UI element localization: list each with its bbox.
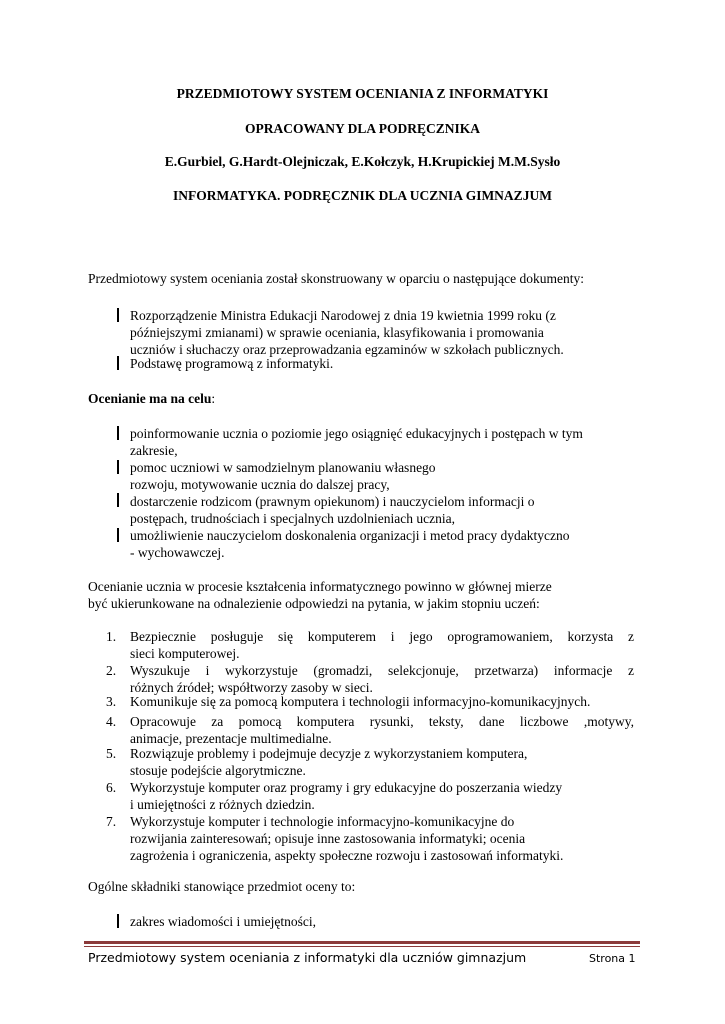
list-item-line: Opracowuje za pomocą komputera rysunki, teksty, dane liczbowe ,motywy, [130, 714, 634, 729]
goals-heading-colon: : [211, 391, 216, 406]
paragraph-line: być ukierunkowane na odnalezienie odpowiedzi na pytania, w jakim stopniu uczeń: [88, 596, 540, 611]
list-item-line: zakres wiadomości i umiejętności, [130, 914, 316, 929]
list-item-line: sieci komputerowej. [130, 646, 240, 661]
list-item-line: Podstawę programową z informatyki. [130, 356, 334, 371]
list-item-line: i umiejętności z różnych dziedzin. [130, 797, 315, 812]
list-item-line: Rozporządzenie Ministra Edukacji Narodowej z dnia 19 kwietnia 1999 roku (z [130, 308, 556, 323]
list-number: 1. [106, 629, 117, 644]
document-book-title: INFORMATYKA. PODRĘCZNIK DLA UCZNIA GIMNAZJUM [173, 188, 552, 203]
list-item-line: Komunikuje się za pomocą komputera i technologii informacyjno-komunikacyjnych. [130, 694, 591, 709]
goals-heading-line [88, 390, 215, 407]
list-item-line: zagrożenia i ograniczenia, aspekty społeczne rozwoju i zastosowań informatyki. [130, 848, 564, 863]
list-item-line: dostarczenie rodzicom (prawnym opiekunom) i nauczycielom informacji o [130, 494, 535, 509]
list-number: 5. [106, 746, 117, 761]
list-number: 3. [106, 694, 117, 709]
bullet-marker [117, 356, 119, 370]
bullet-marker [117, 460, 119, 474]
list-number: 2. [106, 663, 117, 678]
list-item-line: pomoc uczniowi w samodzielnym planowaniu własnego [130, 460, 436, 475]
list-item-line: postępach, trudnościach i specjalnych uzdolnieniach ucznia, [130, 511, 456, 526]
list-number: 6. [106, 780, 117, 795]
document-subtitle: OPRACOWANY DLA PODRĘCZNIKA [244, 121, 480, 136]
bullet-marker [117, 426, 119, 440]
list-item-line: umożliwienie nauczycielom doskonalenia organizacji i metod pracy dydaktyczno [130, 528, 570, 543]
page-number: Strona 1 [589, 952, 636, 965]
paragraph-line: Ocenianie ucznia w procesie kształcenia informatycznego powinno w głównej mierze [88, 579, 552, 594]
list-item-line: animacje, prezentacje multimedialne. [130, 731, 332, 746]
footer-title: Przedmiotowy system oceniania z informatyki dla uczniów gimnazjum [88, 950, 527, 965]
list-item-line: Wykorzystuje komputer oraz programy i gry edukacyjne do poszerzania wiedzy [130, 780, 563, 795]
list-item-line: późniejszymi zmianami) w sprawie oceniania, klasyfikowania i promowania [130, 325, 544, 340]
list-item-line: różnych źródeł; współtworzy zasoby w sieci. [130, 680, 373, 695]
bullet-marker [117, 528, 119, 542]
footer-divider-thin [84, 946, 640, 947]
list-item-line: poinformowanie ucznia o poziomie jego osiągnięć edukacyjnych i postępach w tym [130, 426, 583, 441]
list-number: 7. [106, 814, 117, 829]
list-item-line: stosuje podejście algorytmiczne. [130, 763, 306, 778]
document-title: PRZEDMIOTOWY SYSTEM OCENIANIA Z INFORMATYKI [176, 86, 549, 101]
list-item-line: Bezpiecznie posługuje się komputerem i jego oprogramowaniem, korzysta z [130, 629, 634, 644]
footer-divider [84, 941, 640, 944]
list-item-line: uczniów i słuchaczy oraz przeprowadzania egzaminów w szkołach publicznych. [130, 342, 564, 357]
intro-paragraph: Przedmiotowy system oceniania został skonstruowany w oparciu o następujące dokumenty: [88, 271, 585, 286]
list-item-line: Wykorzystuje komputer i technologie informacyjno-komunikacyjne do [130, 814, 515, 829]
list-item-line: Rozwiązuje problemy i podejmuje decyzje z wykorzystaniem komputera, [130, 746, 528, 761]
document-authors: E.Gurbiel, G.Hardt-Olejniczak, E.Kołczyk, H.Krupickiej M.M.Sysło [164, 154, 561, 169]
list-item-line: Wyszukuje i wykorzystuje (gromadzi, selekcjonuje, przetwarza) informacje z [130, 663, 634, 678]
bullet-marker [117, 914, 119, 928]
list-item-line: zakresie, [130, 443, 178, 458]
bullet-marker [117, 493, 119, 507]
components-intro: Ogólne składniki stanowiące przedmiot oceny to: [88, 879, 356, 894]
bullet-marker [117, 308, 119, 322]
goals-heading: Ocenianie ma na celu [88, 391, 212, 406]
list-number: 4. [106, 714, 117, 729]
list-item-line: rozwoju, motywowanie ucznia do dalszej pracy, [130, 477, 390, 492]
list-item-line: - wychowawczej. [130, 545, 225, 560]
list-item-line: rozwijania zainteresowań; opisuje inne zastosowania informatyki; ocenia [130, 831, 526, 846]
